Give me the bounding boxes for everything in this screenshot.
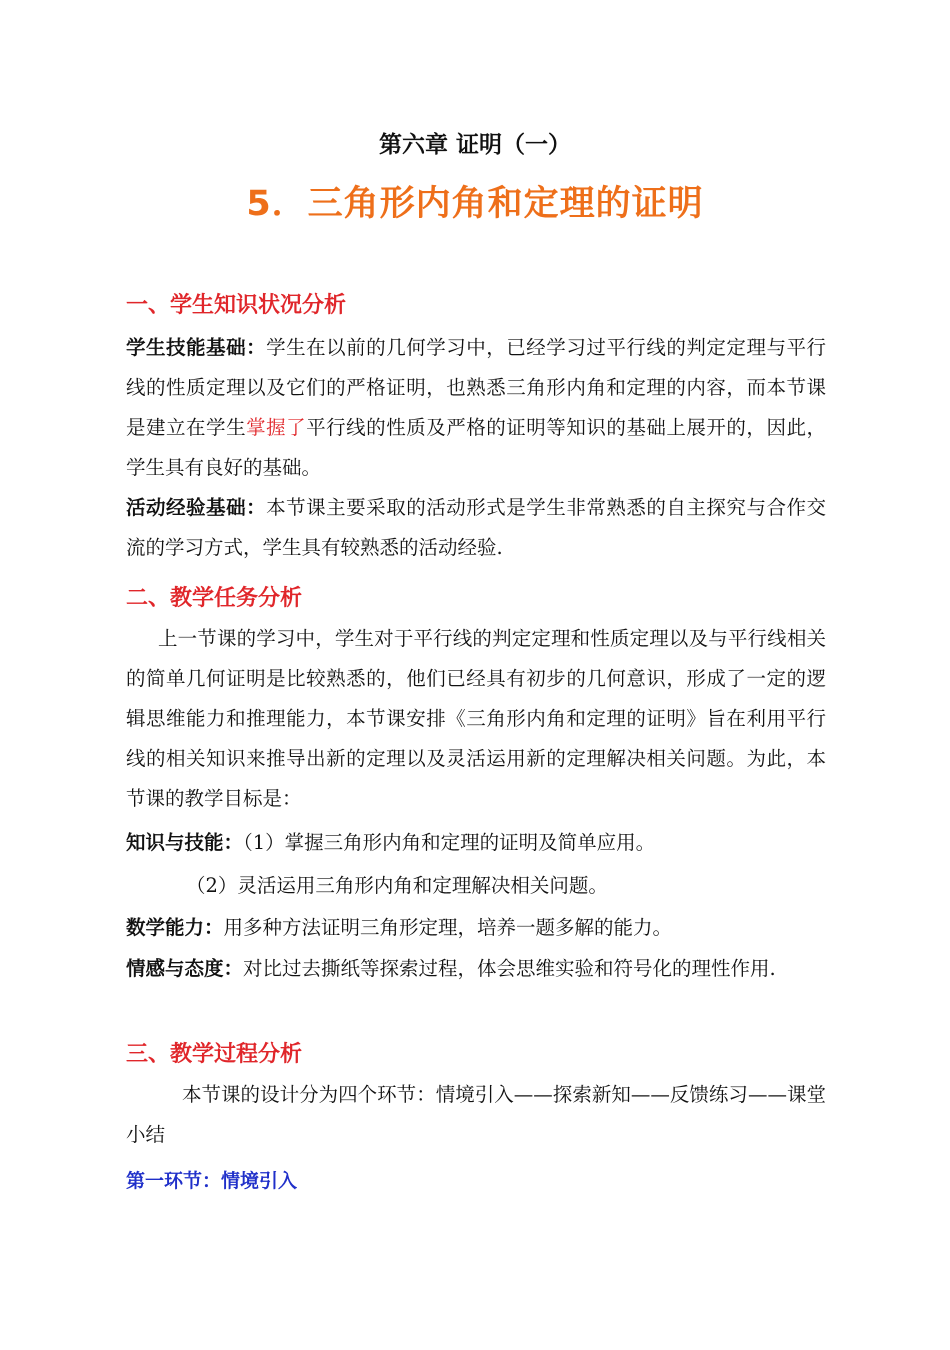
chapter-heading: 第六章 证明（一）	[378, 132, 571, 158]
emotion-text: 对比过去撕纸等探索过程，体会思维实验和符号化的理性作用.	[243, 957, 776, 980]
activity-text: 本节课主要采取的活动形式是学生非常熟悉的自主探究与合作交流的学习方式，学生具有较熟悉的活动经验.	[126, 496, 826, 559]
step1-heading: 第一环节：情境引入	[126, 1170, 298, 1192]
skill-text-a: 学生在以前的几何学习中，已经学习过平行线的判定定理与平行线的性质定理以及它们的严格证明，也熟悉三角形内角和定理的内容，而本节课是建立在学生	[126, 336, 826, 439]
knowledge-label: 知识与技能：	[126, 831, 244, 854]
section1-heading: 一、学生知识状况分析	[126, 293, 347, 318]
activity-paragraph	[126, 488, 826, 568]
skill-paragraph	[126, 328, 826, 488]
skill-highlight: 掌握了	[246, 416, 307, 439]
emotion-label: 情感与态度：	[126, 957, 244, 980]
skill-text-b: 平行线的性质及严格的证明等知识的基础上展开的，因此，学生具有良好的基础。	[126, 416, 826, 479]
math-label: 数学能力：	[126, 916, 224, 939]
section3-heading: 三、教学过程分析	[126, 1042, 303, 1067]
lesson-title: 5．三角形内角和定理的证明	[246, 184, 704, 224]
knowledge-item-2: （2）灵活运用三角形内角和定理解决相关问题。	[186, 874, 608, 897]
knowledge-item-1: （1）掌握三角形内角和定理的证明及简单应用。	[243, 831, 656, 854]
section3-intro: 本节课的设计分为四个环节：情境引入——探索新知——反馈练习——课堂小结	[126, 1083, 826, 1146]
math-text: 用多种方法证明三角形定理，培养一题多解的能力。	[223, 916, 673, 939]
math-ability-line	[126, 912, 672, 940]
emotion-line	[126, 953, 776, 981]
section2-intro: 上一节课的学习中，学生对于平行线的判定定理和性质定理以及与平行线相关的简单几何证明是比较熟悉的，他们已经具有初步的几何意识，形成了一定的逻辑思维能力和推理能力，本节课安排《三角形内角和定理的证明》旨在利用平行线的相关知识来推导出新的定理以及灵活运用新的定理解决相关问题。为此，本节课的教学目标是：	[126, 627, 826, 810]
skill-label: 学生技能基础：	[126, 336, 267, 359]
activity-label: 活动经验基础：	[126, 496, 267, 519]
knowledge-line	[126, 827, 655, 855]
section2-heading: 二、教学任务分析	[126, 586, 303, 611]
